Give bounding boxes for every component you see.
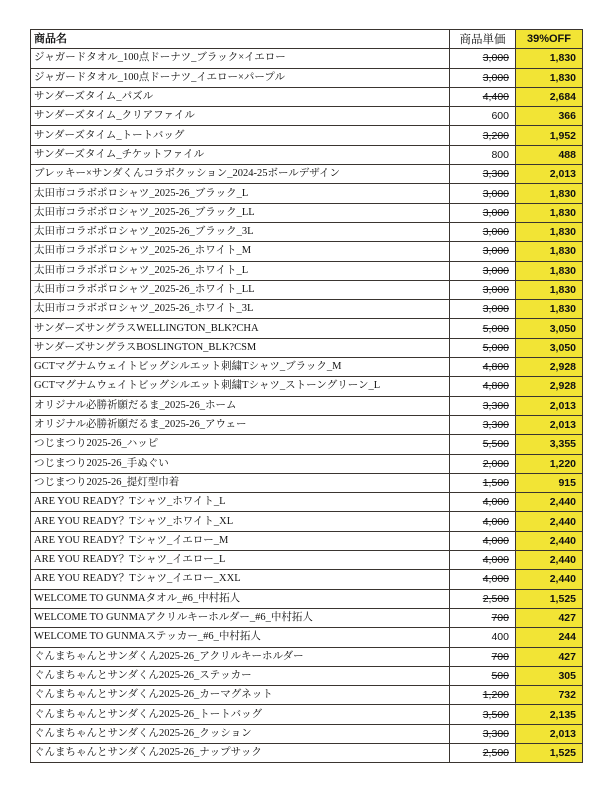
unit-price-value: 3,000	[482, 226, 509, 239]
discount-price-cell: 3,050	[516, 338, 583, 357]
product-name-cell: サンダーズタイム_トートバッグ	[31, 126, 450, 145]
table-row	[31, 743, 583, 762]
unit-price-cell	[450, 531, 516, 550]
unit-price-value: 3,000	[482, 303, 509, 316]
unit-price-value: 4,800	[482, 361, 509, 374]
table-row	[31, 608, 583, 627]
table-row	[31, 454, 583, 473]
unit-price-value: 2,000	[482, 457, 509, 470]
unit-price-value: 3,300	[482, 419, 509, 432]
unit-price-cell	[450, 319, 516, 338]
product-name-cell: ARE YOU READY？Tシャツ_イエロー_M	[31, 531, 450, 550]
table-row	[31, 49, 583, 68]
column-header-product-name: 商品名	[31, 30, 450, 49]
product-name-cell: サンダーズサングラスBOSLINGTON_BLK?CSM	[31, 338, 450, 357]
unit-price-cell	[450, 743, 516, 762]
unit-price-cell	[450, 686, 516, 705]
unit-price-value: 3,000	[482, 284, 509, 296]
table-row	[31, 512, 583, 531]
discount-price-cell: 2,013	[516, 396, 583, 415]
header-row	[31, 30, 583, 49]
table-row	[31, 705, 583, 724]
discount-price-cell: 1,830	[516, 300, 583, 319]
price-table	[30, 29, 583, 763]
product-name-cell: つじまつり2025-26_ハッピ	[31, 435, 450, 454]
table-row	[31, 261, 583, 280]
product-name-cell: 太田市コラボポロシャツ_2025-26_ブラック_L	[31, 184, 450, 203]
unit-price-cell	[450, 338, 516, 357]
unit-price-value: 500	[491, 669, 509, 682]
unit-price-value: 4,000	[482, 496, 509, 509]
table-row	[31, 589, 583, 608]
unit-price-cell	[450, 300, 516, 319]
discount-price-cell: 2,013	[516, 415, 583, 434]
unit-price-value: 800	[491, 148, 509, 161]
discount-price-cell: 1,830	[516, 203, 583, 222]
unit-price-cell	[450, 647, 516, 666]
table-row	[31, 338, 583, 357]
discount-price-cell: 1,830	[516, 49, 583, 68]
unit-price-value: 3,200	[482, 129, 509, 142]
product-name-cell: ぐんまちゃんとサンダくん2025-26_トートバッグ	[31, 705, 450, 724]
product-name-cell: GCTマグナムウェイトビッグシルエット刺繍Tシャツ_ブラック_M	[31, 358, 450, 377]
product-name-cell: WELCOME TO GUNMAステッカー_#6_中村拓人	[31, 628, 450, 647]
unit-price-cell	[450, 512, 516, 531]
table-row	[31, 647, 583, 666]
table-row	[31, 570, 583, 589]
product-name-cell: ARE YOU READY？Tシャツ_イエロー_L	[31, 551, 450, 570]
unit-price-cell	[450, 454, 516, 473]
discount-price-cell: 2,440	[516, 570, 583, 589]
table-row	[31, 396, 583, 415]
unit-price-value: 4,000	[482, 534, 509, 547]
unit-price-value: 4,000	[482, 573, 509, 586]
table-row	[31, 377, 583, 396]
unit-price-value: 3,000	[482, 52, 509, 65]
unit-price-cell	[450, 145, 516, 164]
discount-price-cell: 2,440	[516, 531, 583, 550]
unit-price-value: 5,000	[482, 322, 509, 335]
unit-price-cell	[450, 589, 516, 608]
product-name-cell: ジャガードタオル_100点ドーナツ_イエロー×パープル	[31, 68, 450, 87]
product-name-cell: サンダーズタイム_クリアファイル	[31, 107, 450, 126]
discount-price-cell: 2,013	[516, 724, 583, 743]
product-name-cell: ジャガードタオル_100点ドーナツ_ブラック×イエロー	[31, 49, 450, 68]
discount-price-cell: 2,684	[516, 87, 583, 106]
discount-price-cell: 1,952	[516, 126, 583, 145]
unit-price-cell	[450, 126, 516, 145]
unit-price-value: 3,000	[482, 71, 509, 84]
unit-price-value: 3,000	[482, 264, 509, 277]
table-row	[31, 666, 583, 685]
discount-price-cell: 1,220	[516, 454, 583, 473]
discount-price-cell: 2,928	[516, 377, 583, 396]
unit-price-value: 4,400	[482, 91, 509, 104]
product-name-cell: 太田市コラボポロシャツ_2025-26_ホワイト_LL	[31, 280, 450, 299]
product-name-cell: 太田市コラボポロシャツ_2025-26_ホワイト_L	[31, 261, 450, 280]
table-row	[31, 686, 583, 705]
discount-price-cell: 2,440	[516, 551, 583, 570]
unit-price-cell	[450, 435, 516, 454]
discount-price-cell: 488	[516, 145, 583, 164]
product-name-cell: ぐんまちゃんとサンダくん2025-26_カーマグネット	[31, 686, 450, 705]
discount-price-cell: 427	[516, 647, 583, 666]
unit-price-value: 3,000	[482, 206, 509, 219]
unit-price-value: 2,500	[482, 747, 509, 760]
product-name-cell: ブレッキー×サンダくんコラボクッション_2024-25ボールデザイン	[31, 165, 450, 184]
product-name-cell: つじまつり2025-26_手ぬぐい	[31, 454, 450, 473]
unit-price-value: 5,000	[482, 341, 509, 354]
product-name-cell: 太田市コラボポロシャツ_2025-26_ホワイト_M	[31, 242, 450, 261]
table-row	[31, 87, 583, 106]
table-row	[31, 319, 583, 338]
unit-price-cell	[450, 666, 516, 685]
unit-price-cell	[450, 242, 516, 261]
table-row	[31, 415, 583, 434]
table-row	[31, 107, 583, 126]
discount-price-cell: 2,013	[516, 165, 583, 184]
discount-price-cell: 1,830	[516, 261, 583, 280]
unit-price-cell	[450, 107, 516, 126]
product-name-cell: つじまつり2025-26_提灯型巾着	[31, 473, 450, 492]
product-name-cell: 太田市コラボポロシャツ_2025-26_ブラック_LL	[31, 203, 450, 222]
discount-price-cell: 2,440	[516, 512, 583, 531]
table-row	[31, 551, 583, 570]
product-name-cell: サンダーズタイム_チケットファイル	[31, 145, 450, 164]
discount-price-cell: 244	[516, 628, 583, 647]
product-name-cell: ぐんまちゃんとサンダくん2025-26_アクリルキーホルダー	[31, 647, 450, 666]
discount-price-cell: 1,830	[516, 68, 583, 87]
discount-price-cell: 732	[516, 686, 583, 705]
unit-price-cell	[450, 87, 516, 106]
unit-price-value: 700	[491, 612, 509, 625]
unit-price-cell	[450, 551, 516, 570]
unit-price-cell	[450, 493, 516, 512]
table-row	[31, 473, 583, 492]
unit-price-cell	[450, 222, 516, 241]
discount-price-cell: 2,440	[516, 493, 583, 512]
table-row	[31, 435, 583, 454]
unit-price-cell	[450, 261, 516, 280]
product-name-cell: WELCOME TO GUNMAアクリルキーホルダー_#6_中村拓人	[31, 608, 450, 627]
discount-price-cell: 1,830	[516, 280, 583, 299]
unit-price-value: 5,500	[482, 438, 509, 451]
unit-price-cell	[450, 49, 516, 68]
table-body	[31, 49, 583, 763]
unit-price-value: 4,800	[482, 380, 509, 393]
table-row	[31, 280, 583, 299]
unit-price-value: 1,200	[482, 689, 509, 702]
table-row	[31, 628, 583, 647]
unit-price-cell	[450, 608, 516, 627]
table-row	[31, 222, 583, 241]
unit-price-cell	[450, 184, 516, 203]
discount-price-cell: 1,525	[516, 743, 583, 762]
discount-price-cell: 3,355	[516, 435, 583, 454]
unit-price-cell	[450, 280, 516, 299]
product-name-cell: ARE YOU READY？Tシャツ_ホワイト_L	[31, 493, 450, 512]
discount-price-cell: 1,830	[516, 222, 583, 241]
table-row	[31, 531, 583, 550]
product-name-cell: ARE YOU READY？Tシャツ_ホワイト_XL	[31, 512, 450, 531]
discount-price-cell: 1,830	[516, 184, 583, 203]
unit-price-value: 3,500	[482, 708, 509, 721]
discount-price-cell: 305	[516, 666, 583, 685]
unit-price-cell	[450, 415, 516, 434]
unit-price-cell	[450, 165, 516, 184]
unit-price-cell	[450, 570, 516, 589]
unit-price-cell	[450, 377, 516, 396]
product-name-cell: オリジナル必勝祈願だるま_2025-26_アウェー	[31, 415, 450, 434]
unit-price-value: 3,000	[482, 245, 509, 258]
product-name-cell: オリジナル必勝祈願だるま_2025-26_ホーム	[31, 396, 450, 415]
table-row	[31, 358, 583, 377]
discount-price-cell: 1,830	[516, 242, 583, 261]
product-name-cell: サンダーズサングラスWELLINGTON_BLK?CHA	[31, 319, 450, 338]
discount-price-cell: 3,050	[516, 319, 583, 338]
discount-price-cell: 366	[516, 107, 583, 126]
table-row	[31, 145, 583, 164]
unit-price-cell	[450, 396, 516, 415]
unit-price-cell	[450, 724, 516, 743]
unit-price-value: 1,500	[482, 476, 509, 489]
product-name-cell: サンダーズタイム_パズル	[31, 87, 450, 106]
table-row	[31, 242, 583, 261]
product-name-cell: GCTマグナムウェイトビッグシルエット刺繍Tシャツ_ストーングリーン_L	[31, 377, 450, 396]
unit-price-cell	[450, 473, 516, 492]
discount-price-cell: 1,525	[516, 589, 583, 608]
unit-price-cell	[450, 628, 516, 647]
product-name-cell: ぐんまちゃんとサンダくん2025-26_ナップサック	[31, 743, 450, 762]
unit-price-value: 700	[491, 650, 509, 663]
product-name-cell: ぐんまちゃんとサンダくん2025-26_ステッカー	[31, 666, 450, 685]
unit-price-cell	[450, 68, 516, 87]
unit-price-value: 4,000	[482, 554, 509, 567]
column-header-discount: 39%OFF	[516, 30, 583, 49]
unit-price-cell	[450, 705, 516, 724]
product-name-cell: 太田市コラボポロシャツ_2025-26_ブラック_3L	[31, 222, 450, 241]
unit-price-value: 2,500	[482, 592, 509, 605]
unit-price-value: 3,300	[482, 168, 509, 181]
table-row	[31, 184, 583, 203]
discount-price-cell: 2,928	[516, 358, 583, 377]
unit-price-value: 4,000	[482, 515, 509, 528]
table-row	[31, 68, 583, 87]
unit-price-value: 3,000	[482, 187, 509, 200]
discount-price-cell: 2,135	[516, 705, 583, 724]
table-row	[31, 493, 583, 512]
unit-price-value: 3,300	[482, 727, 509, 740]
product-name-cell: WELCOME TO GUNMAタオル_#6_中村拓人	[31, 589, 450, 608]
unit-price-value: 3,300	[482, 399, 509, 412]
table-row	[31, 300, 583, 319]
unit-price-cell	[450, 358, 516, 377]
product-name-cell: ARE YOU READY？Tシャツ_イエロー_XXL	[31, 570, 450, 589]
table-row	[31, 165, 583, 184]
unit-price-value: 600	[491, 110, 509, 123]
product-name-cell: ぐんまちゃんとサンダくん2025-26_クッション	[31, 724, 450, 743]
product-name-cell: 太田市コラボポロシャツ_2025-26_ホワイト_3L	[31, 300, 450, 319]
table-row	[31, 724, 583, 743]
unit-price-value: 400	[491, 631, 509, 644]
table-row	[31, 203, 583, 222]
column-header-unit-price: 商品単価	[450, 30, 516, 49]
table-row	[31, 126, 583, 145]
discount-price-cell: 915	[516, 473, 583, 492]
unit-price-cell	[450, 203, 516, 222]
discount-price-cell: 427	[516, 608, 583, 627]
